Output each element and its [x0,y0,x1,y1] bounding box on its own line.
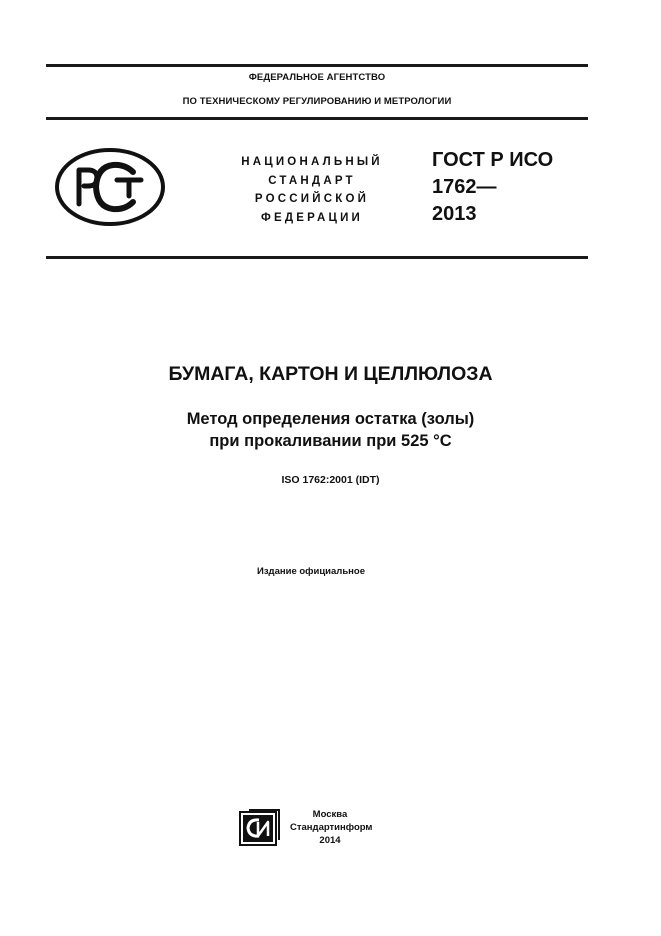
publisher-logo [237,806,281,848]
document-title: БУМАГА, КАРТОН И ЦЕЛЛЮЛОЗА [168,363,493,385]
top-rule [46,64,588,67]
subtitle-line1: Метод определения остатка (золы) [186,410,475,428]
edition-label: Издание официальное [257,566,365,577]
rst-certification-mark-icon [55,148,165,226]
publisher-name: Стандартинформ [290,822,373,833]
rst-logo [55,148,165,226]
gost-code-line3: 2013 [432,203,477,225]
publisher-year: 2014 [319,835,341,846]
iso-reference: ISO 1762:2001 (IDT) [281,474,380,486]
national-standard-label [222,153,402,227]
national-standard-line4: ФЕДЕРАЦИИ [260,211,364,224]
document-subtitle [0,408,661,452]
gost-designation [432,147,553,228]
national-standard-line3: РОССИЙСКОЙ [254,193,370,205]
national-standard-line2: СТАНДАРТ [268,174,356,187]
publisher-info [290,808,373,847]
agency-name-line1: ФЕДЕРАЛЬНОЕ АГЕНТСТВО [248,72,386,83]
subtitle-line2: при прокаливании при 525 °С [209,432,452,450]
bottom-header-rule [46,256,588,259]
gost-code-line2: 1762— [432,176,497,198]
national-standard-line1: НАЦИОНАЛЬНЫЙ [241,156,383,168]
standartinform-logo-icon [237,806,281,848]
agency-name-line2: ПО ТЕХНИЧЕСКОМУ РЕГУЛИРОВАНИЮ И МЕТРОЛОГИИ [182,96,452,107]
gost-code-line1: ГОСТ Р ИСО [432,149,554,171]
header-rule [46,117,588,120]
publisher-city: Москва [312,809,348,820]
